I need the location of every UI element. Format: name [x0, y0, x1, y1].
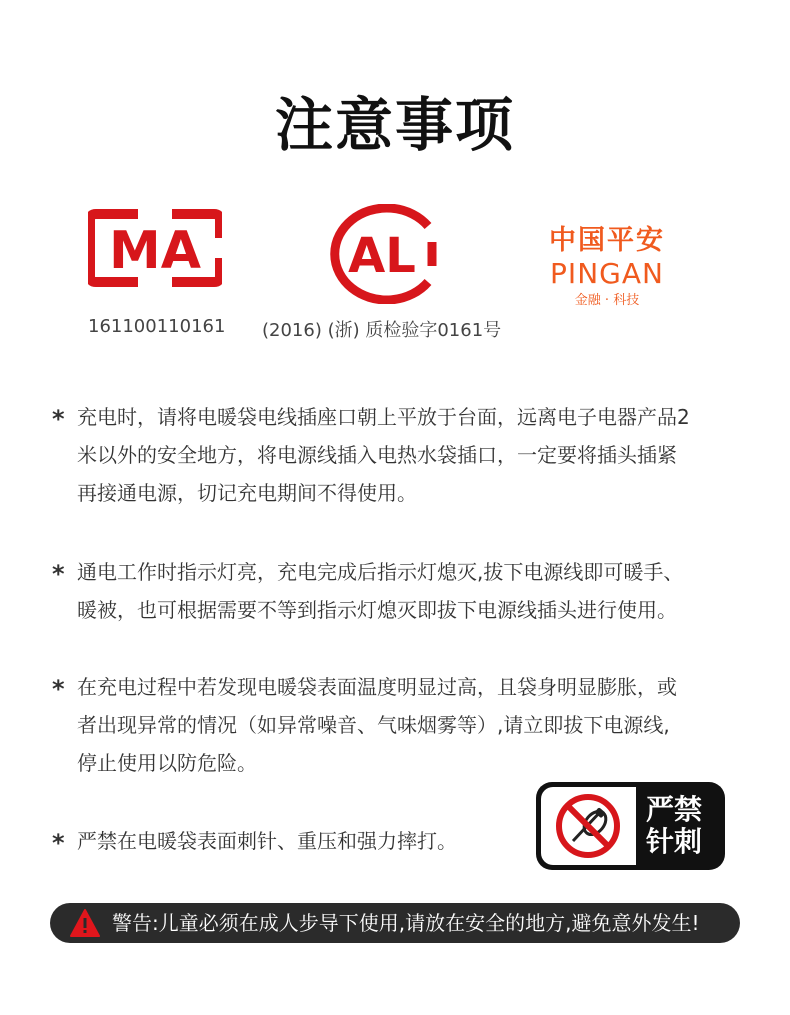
- page-title: 注意事项: [274, 91, 515, 159]
- pingan-chinese-name: 中国平安: [549, 225, 665, 256]
- warning-text: 警告:儿童必须在成人步导下使用,请放在安全的地方,避免意外发生!: [112, 911, 700, 935]
- badge-line-2: 针刺: [646, 825, 703, 858]
- no-pin-icon: [541, 787, 636, 865]
- badge-line-1: 严禁: [646, 793, 703, 826]
- note-line: 严禁在电暖袋表面刺针、重压和强力摔打。: [77, 829, 457, 853]
- note-line: 者出现异常的情况（如异常噪音、气味烟雾等）,请立即拔下电源线,: [77, 713, 670, 737]
- warning-triangle-icon: [70, 909, 100, 937]
- note-item-1: [52, 398, 732, 512]
- note-marker: *: [52, 675, 65, 703]
- note-item-4: [52, 822, 522, 860]
- cma-caption: 161100110161: [88, 316, 226, 337]
- note-line: 暖被，也可根据需要不等到指示灯熄灭即拔下电源线插头进行使用。: [77, 598, 677, 622]
- note-line: 米以外的安全地方，将电源线插入电热水袋插口，一定要将插头插紧: [77, 443, 677, 467]
- pingan-slogan: 金融 · 科技: [574, 293, 640, 308]
- note-line: 在充电过程中若发现电暖袋表面温度明显过高，且袋身明显膨胀，或: [77, 675, 677, 699]
- cal-logo-text: AL: [348, 228, 416, 284]
- note-marker: *: [52, 405, 65, 433]
- note-marker: *: [52, 829, 65, 857]
- cma-logo-icon: [88, 208, 222, 292]
- note-item-3: [52, 668, 732, 782]
- cal-caption: (2016) (浙) 质检验字0161号: [262, 320, 502, 341]
- no-needle-badge: [536, 782, 725, 870]
- pingan-logo-icon: [532, 224, 682, 312]
- note-item-2: [52, 553, 732, 629]
- note-line: 充电时，请将电暖袋电线插座口朝上平放于台面，远离电子电器产品2: [77, 405, 690, 429]
- cma-logo-text: MA: [109, 221, 201, 281]
- note-marker: *: [52, 560, 65, 588]
- note-line: 再接通电源，切记充电期间不得使用。: [77, 481, 417, 505]
- pingan-english-name: PINGAN: [550, 257, 664, 290]
- note-line: 停止使用以防危险。: [77, 751, 257, 775]
- cal-logo-icon: [324, 204, 444, 308]
- warning-banner: [50, 903, 740, 943]
- note-line: 通电工作时指示灯亮，充电完成后指示灯熄灭,拔下电源线即可暖手、: [77, 560, 684, 584]
